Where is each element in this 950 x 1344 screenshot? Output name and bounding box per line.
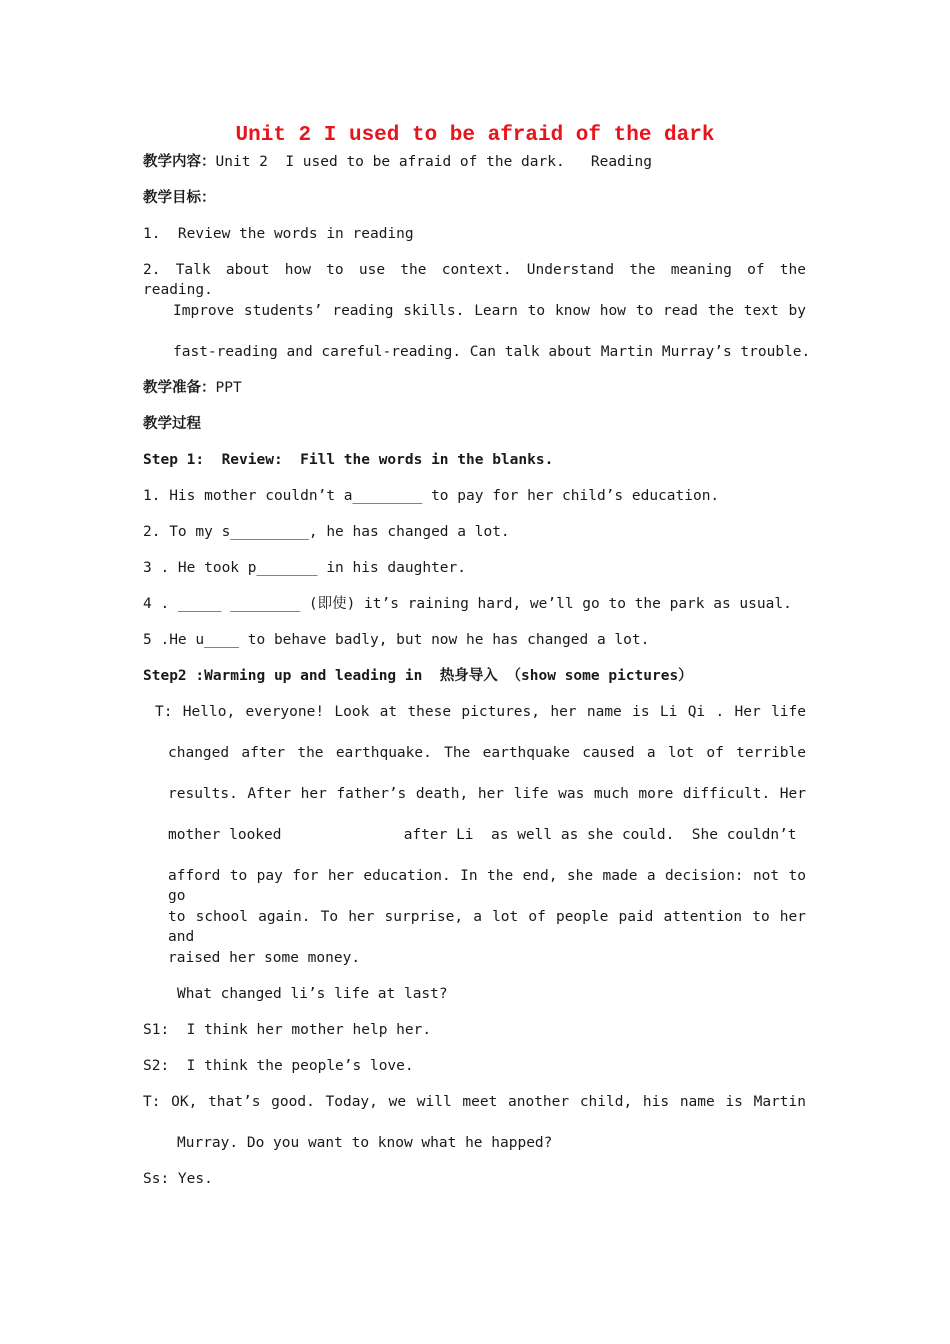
goal-item-2-line-3: fast-reading and careful-reading. Can talk about Martin Murray’s trouble. [173,344,811,360]
teacher-line-1: T: Hello, everyone! Look at these pictures, her name is Li Qi . Her life [155,704,806,720]
teacher-line-6: to school again. To her surprise, a lot of people paid attention to her and [168,909,806,945]
teacher-line-8: T: OK, that’s good. Today, we will meet another child, his name is Martin [143,1094,806,1110]
review-question-5: 5 .He u____ to behave badly, but now he has changed a lot. [143,632,650,648]
student-2-answer: S2: I think the people’s love. [143,1058,414,1074]
content-label: 教学内容： [143,154,216,170]
review-question-4: 4 . _____ ________ (即使) it’s raining hard, we’ll go to the park as usual. [143,596,792,612]
teacher-line-7: raised her some money. [168,950,361,966]
step2-heading: Step2 :Warming up and leading in 热身导入 （show some pictures） [143,668,693,684]
document-title: Unit 2 I used to be afraid of the dark [235,124,715,147]
teacher-line-3: results. After her father’s death, her life was much more difficult. Her [168,786,806,802]
students-answer: Ss: Yes. [143,1171,213,1187]
teacher-question: What changed li’s life at last? [177,986,448,1002]
student-1-answer: S1: I think her mother help her. [143,1022,432,1038]
prep-text: PPT [215,380,242,396]
step1-heading: Step 1: Review: Fill the words in the blanks. [143,452,554,468]
goal-item-2-line-1: 2. Talk about how to use the context. Understand the meaning of the reading. [143,262,806,298]
teacher-line-9: Murray. Do you want to know what he happed? [177,1135,553,1151]
teacher-line-4: mother looked after Li as well as she could. She couldn’t [168,827,797,843]
goal-item-2-line-2: Improve students’ reading skills. Learn to know how to read the text by [173,303,806,319]
prep-label: 教学准备： [143,380,216,396]
content-line [143,152,652,172]
review-question-3: 3 . He took p_______ in his daughter. [143,560,467,576]
goals-heading: 教学目标： [143,190,216,206]
process-heading: 教学过程 [143,416,201,432]
review-question-2: 2. To my s_________, he has changed a lot. [143,524,510,540]
teacher-line-5: afford to pay for her education. In the end, she made a decision: not to go [168,868,806,904]
prep-line [143,378,242,398]
teacher-line-2: changed after the earthquake. The earthquake caused a lot of terrible [168,745,806,761]
content-text: Unit 2 I used to be afraid of the dark. Reading [215,154,652,170]
goal-item-1: 1. Review the words in reading [143,226,414,242]
review-question-1: 1. His mother couldn’t a________ to pay for her child’s education. [143,488,720,504]
